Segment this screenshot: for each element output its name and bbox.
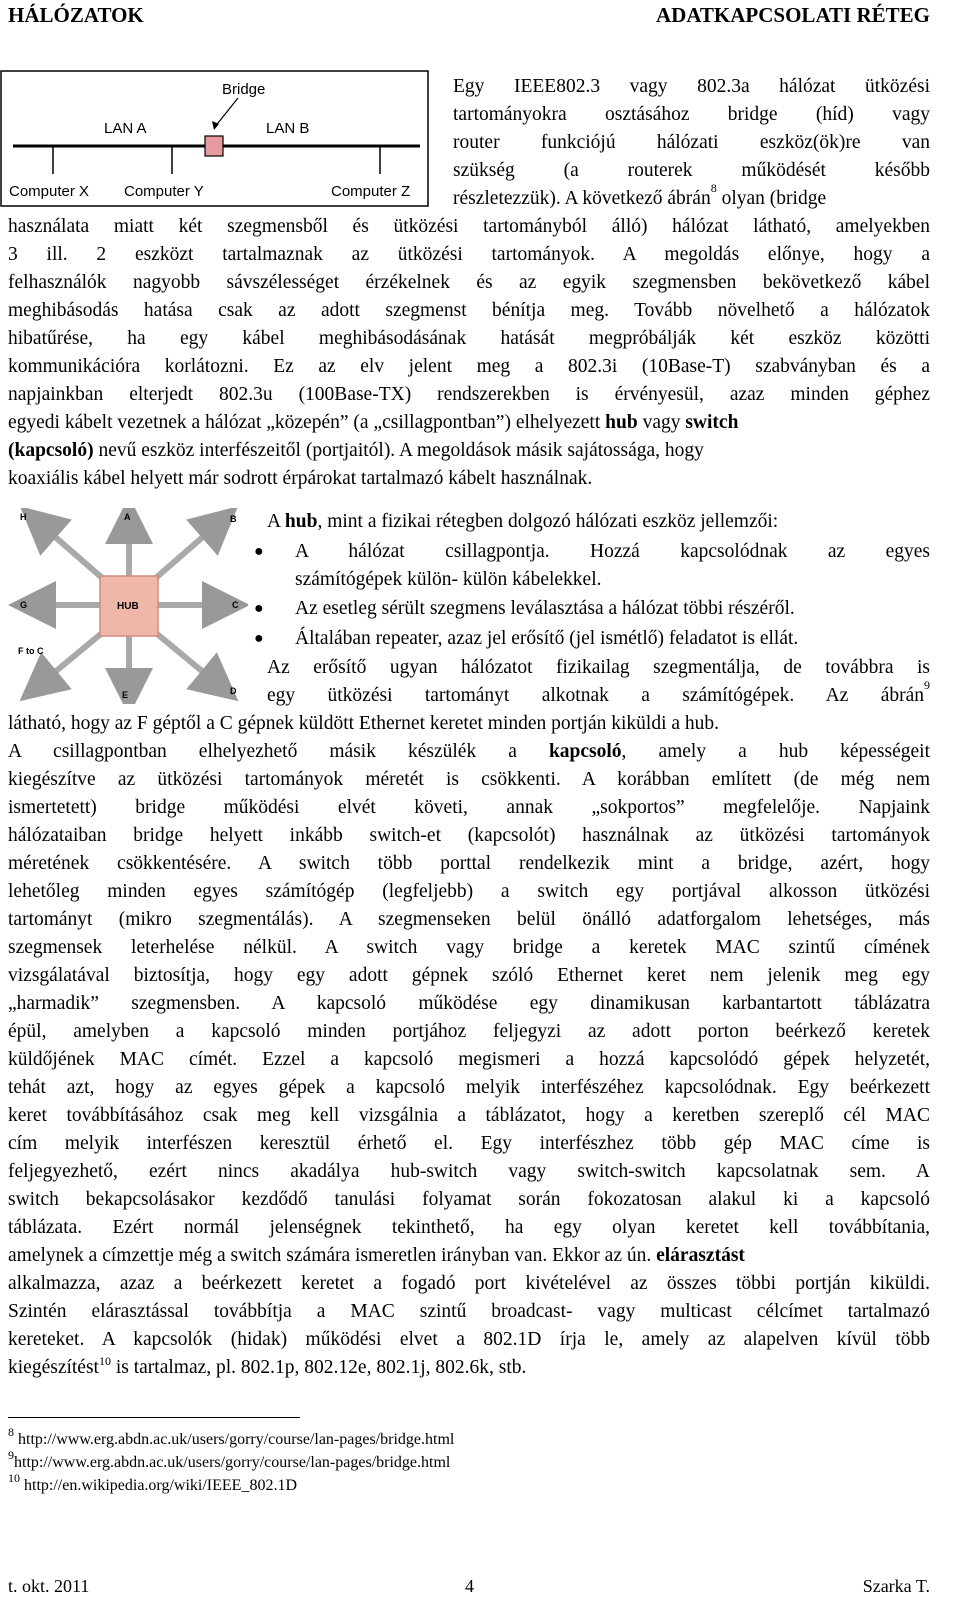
para1-line: használata miatt két szegmensből és ütközési tartományból álló) hálózat látható, amelyekben xyxy=(8,216,930,237)
para2-line: feljegyezhető, ezért nincs akadálya hub-switch vagy switch-switch kapcsolatnak sem. A xyxy=(8,1161,930,1182)
hub-node-label: G xyxy=(20,600,28,610)
para2-line: tartományt (mikro szegmentálás). A szegmenseken belül önálló adatforgalom lehetséges, más xyxy=(8,909,930,930)
para2-line: ismertetett) bridge működési elvét követi, annak „sokportos” megfelelője. Napjaink xyxy=(8,797,930,818)
footer-page-number: 4 xyxy=(465,1576,474,1596)
para1-line: tartományokra osztásához bridge (híd) vagy xyxy=(453,104,930,125)
hub-bullet-1: A hálózat csillagpontja. Hozzá kapcsolódnak az egyes xyxy=(295,541,930,562)
para1-line: szükség (a routerek működését később xyxy=(453,160,930,181)
computer-z-label: Computer Z xyxy=(331,183,411,200)
bullet-dot: ● xyxy=(254,543,264,560)
computer-x-label: Computer X xyxy=(9,183,90,200)
hub-node-label: F to C xyxy=(18,646,44,656)
para2-line: switch bekapcsolásakor kezdődő tanulási folyamat során fokozatosan alakul ki a kapcsoló xyxy=(8,1189,930,1210)
para1-line: meghibásodás hatása csak az adott szegmenst bénítja meg. Tovább növelhető a hálózatok xyxy=(8,300,930,321)
para1-line: kommunikációra korlátozni. Ez az elv jelent meg a 802.3i (10Base-T) szabványban és a xyxy=(8,356,930,377)
para2-line: kereteket. A kapcsolók (hidak) működési elvet a 802.1D írja le, amely az alapelven kívül több xyxy=(8,1329,930,1350)
para2-line: épül, amelyben a kapcsoló minden portjához feljegyzi az adott porton beérkező keretek xyxy=(8,1021,930,1042)
para2-line: A csillagpontban elhelyezhető másik készülék a kapcsoló, amely a hub képességeit xyxy=(8,741,930,762)
footnote-10: $^{10}$ http://en.wikipedia.org/wiki/IEEE_802.1D xyxy=(8,1471,297,1494)
para1-line: router funkciójú hálózati eszköz(ök)re van xyxy=(453,132,930,153)
para1-line: napjainkban elterjedt 802.3u (100Base-TX) rendszerekben is érvényesül, azaz minden géphez xyxy=(8,384,930,405)
para2-line: Szintén elárasztással továbbítja a MAC szintű broadcast- vagy multicast célcímet tartalmazó xyxy=(8,1301,930,1322)
para2-line: szegmensek leterhelése nélkül. A switch vagy bridge a keretek MAC szintű címének xyxy=(8,937,930,958)
bridge-label: Bridge xyxy=(222,81,266,98)
para2-line: lehetőleg minden egyes számítógép (legfeljebb) a switch egy portjával alkosson ütközési xyxy=(8,881,930,902)
lan-b-label: LAN B xyxy=(266,120,310,137)
para1-line: hibatűrése, ha egy kábel meghibásodásának hatását megpróbálják két eszköz közötti xyxy=(8,328,930,349)
footnote-separator xyxy=(8,1417,300,1418)
bridge-box xyxy=(205,136,223,156)
hub-node-label: D xyxy=(230,686,237,696)
para1-line: részletezzük). A következő ábrán 8 olyan (bridge xyxy=(453,181,827,209)
para2-line: kiegészítve az ütközési tartományok méretét is csökkenti. A korábban említett (de még nem xyxy=(8,769,930,790)
hub-node-label: B xyxy=(230,514,237,524)
para1-line: egyedi kábelt vezetnek a hálózat „közepén” (a „csillagpontban”) elhelyezett hub vagy switch xyxy=(8,412,739,433)
para2-line: küldőjének MAC címét. Ezzel a kapcsoló megismeri a hozzá kapcsolódó gépek helyzetét, xyxy=(8,1049,930,1070)
hub-label: HUB xyxy=(117,601,139,612)
footer-author: Szarka T. xyxy=(862,1576,930,1596)
para1-line: Egy IEEE802.3 vagy 802.3a hálózat ütközési xyxy=(453,76,930,97)
hub-node-label: C xyxy=(232,600,239,610)
hub-arrow xyxy=(150,628,220,686)
hub-node-label: H xyxy=(20,512,27,522)
para2-line: alkalmazza, azaz a beérkezett keretet a fogadó port kivételével az összes többi portján kiküldi. xyxy=(8,1273,930,1294)
header-right: ADATKAPCSOLATI RÉTEG xyxy=(655,3,930,27)
para2-line: amelynek a címzettje még a switch számára ismeretlen irányban van. Ekkor az ún. elárasztást xyxy=(8,1245,745,1266)
hub-bullet-2: Az esetleg sérült szegmens leválasztása a hálózat többi részéről. xyxy=(295,598,795,619)
hub-bullet-3: Általában repeater, azaz jel erősítő (jel ismétlő) feladatot is ellát. xyxy=(295,628,799,649)
hub-arrow xyxy=(150,522,220,583)
hub-bullet-1-cont: számítógépek külön- külön kábelekkel. xyxy=(295,569,602,590)
para2-line: táblázata. Ezért normál jelenségnek tekinthető, ha egy olyan keretet kell továbbítania, xyxy=(8,1217,930,1238)
para1-line: koaxiális kábel helyett már sodrott érpárokat tartalmazó kábelt használnak. xyxy=(8,468,593,489)
para1-line: felhasználók nagyobb sávszélességet érzékelnek és az egyik szegmensben bekövetkező kábel xyxy=(8,272,930,293)
hub-diagram xyxy=(8,508,248,704)
para1-line: (kapcsoló) nevű eszköz interfészeitől (portjaitól). A megoldások másik sajátossága, hogy xyxy=(8,440,704,461)
footer-date: t. okt. 2011 xyxy=(8,1576,90,1596)
para2-line: kiegészítést$^{10}$ is tartalmaz, pl. 802.1p, 802.12e, 802.1j, 802.6k, stb. xyxy=(8,1354,527,1378)
para1-line: 3 ill. 2 eszközt tartalmaznak az ütközési tartományok. A megoldás előnye, hogy a xyxy=(8,244,930,265)
hub-node-label: A xyxy=(124,512,131,522)
hub-arrow xyxy=(38,628,108,686)
hub-arrow xyxy=(38,522,108,583)
bullet-dot: ● xyxy=(254,600,264,617)
para2-line: cím melyik interfészen keresztül érhető el. Egy interfészhez több gép MAC címe is xyxy=(8,1133,930,1154)
hub-intro: A hub, mint a fizikai rétegben dolgozó hálózati eszköz jellemzői: xyxy=(267,511,779,532)
lan-a-label: LAN A xyxy=(104,120,147,137)
header-left: HÁLÓZATOK xyxy=(8,3,144,27)
computer-y-label: Computer Y xyxy=(124,183,204,200)
para2-line: vizsgálatával biztosítja, hogy egy adott gépnek szóló Ethernet keret nem jelenik meg egy xyxy=(8,965,930,986)
para2-line: „harmadik” szegmensben. A kapcsoló működése egy dinamikusan karbantartott táblázatra xyxy=(8,993,930,1014)
footnote-9: $^9$http://www.erg.abdn.ac.uk/users/gorry/course/lan-pages/bridge.html xyxy=(8,1448,451,1471)
bullet-dot: ● xyxy=(254,630,264,647)
bridge-diagram xyxy=(0,70,430,208)
hub-node-label: E xyxy=(122,690,129,700)
hub-text: Az erősítő ugyan hálózatot fizikailag szegmentálja, de továbbra is xyxy=(267,657,930,678)
hub-text: egy ütközési tartományt alkotnak a számítógépek. Az ábrán 9 xyxy=(267,678,930,706)
hub-text: látható, hogy az F géptől a C gépnek küldött Ethernet keretet minden portján kiküldi a hub. xyxy=(8,713,720,734)
footnote-8: $^8$ http://www.erg.abdn.ac.uk/users/gorry/course/lan-pages/bridge.html xyxy=(8,1425,455,1448)
para2-line: keret továbbításához csak meg kell vizsgálnia a táblázatot, hogy a keretben szereplő cél MAC xyxy=(8,1105,930,1126)
para2-line: hálózataiban bridge helyett inkább switch-et (kapcsolót) használnak az ütközési tartományok xyxy=(8,825,930,846)
para2-line: méretének csökkentésére. A switch több porttal rendelkezik mint a bridge, azért, hogy xyxy=(8,853,930,874)
para2-line: tehát azt, hogy az egyes gépek a kapcsoló melyik interfészéhez kapcsolódnak. Egy beérkezett xyxy=(8,1077,930,1098)
